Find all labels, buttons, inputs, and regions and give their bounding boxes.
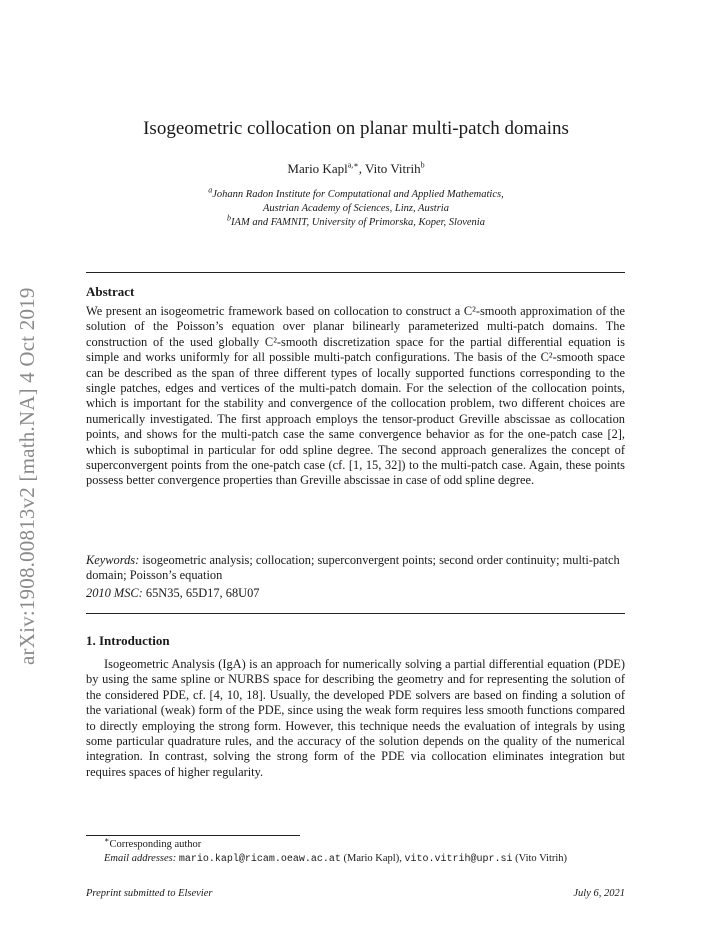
email-link[interactable]: mario.kapl@ricam.oeaw.ac.at	[178, 854, 341, 865]
author-list	[86, 161, 626, 177]
affiliation-text: IAM and FAMNIT, University of Primorska, Koper, Slovenia	[231, 217, 485, 228]
abstract-body: We present an isogeometric framework based on collocation to construct a C²-smooth approximation of the solution of the Poisson’s equation over planar bilinearly parameterized multi-patch domains. The construction of the used globally C²-smooth discretization space for the partial differential equation is simple and works uniformly for all possible multi-patch configurations. The basis of the C²-smooth space can be described as the span of three different types of locally supported functions corresponding to the single patches, edges and vertices of the multi-patch domain. For the selection of the collocation points, which is important for the stability and convergence of the collocation problem, two different choices are numerically investigated. The first approach employs the tensor-product Greville abscissae as collocation points, and shows for the multi-patch case the same convergence behavior as for the one-patch case [2], which is suboptimal in particular for odd spline degree. The second approach generalizes the concept of superconvergent points from the one-patch case (cf. [1, 15, 32]) to the multi-patch case. Again, these points possess better convergence properties than Greville abscissae in case of odd spline degree.	[86, 304, 625, 488]
arxiv-side-stamp: arXiv:1908.00813v2 [math.NA] 4 Oct 2019	[15, 287, 39, 665]
footnote-corresponding	[104, 835, 202, 850]
keywords	[86, 553, 625, 584]
introduction-body: Isogeometric Analysis (IgA) is an approach for numerically solving a partial differential equation (PDE) by using the same spline or NURBS space for describing the geometry and for representing the solution of the considered PDE, cf. [4, 10, 18]. Usually, the developed PDE solvers are based on finding a solution of the variational (weak) form of the PDE, since using the weak form requires less smooth functions compared to directly employing the strong form. However, this technique needs the evaluation of integrals by using some particular quadrature rules, and the accuracy of the solution depends on the quality of the numerical integration. In contrast, solving the strong form of the PDE via collocation eliminates integration but requires spaces of higher regularity.	[86, 657, 625, 779]
email-owner: (Vito Vitrih)	[512, 853, 568, 864]
author-mark: a,∗	[347, 160, 359, 170]
author-name: Mario Kapl	[287, 161, 348, 176]
msc-text: 65N35, 65D17, 68U07	[145, 586, 260, 600]
msc-codes	[86, 586, 625, 601]
footnote-mark: ∗	[104, 835, 110, 845]
abstract-bottom-rule	[86, 613, 625, 614]
affiliation-text: Johann Radon Institute for Computational and Applied Mathematics,	[212, 189, 504, 200]
affiliations	[86, 185, 626, 230]
author-name: Vito Vitrih	[364, 161, 421, 176]
preprint-note: Preprint submitted to Elsevier	[86, 888, 213, 899]
footnote-rule	[86, 835, 300, 836]
author-separator: ,	[358, 161, 365, 176]
affiliation-mark: b	[227, 213, 232, 223]
section-heading-introduction: 1. Introduction	[86, 633, 170, 648]
keywords-label: Keywords:	[86, 553, 140, 567]
affiliation-line	[86, 202, 626, 216]
abstract-top-rule	[86, 272, 625, 273]
email-owner: (Mario Kapl),	[340, 853, 405, 864]
affiliation-line	[86, 185, 626, 202]
keywords-text: isogeometric analysis; collocation; superconvergent points; second order continuity; multi-patch domain; Poisson’s equation	[86, 553, 620, 583]
affiliation-line	[86, 213, 626, 230]
paper-title: Isogeometric collocation on planar multi-patch domains	[143, 118, 569, 139]
affiliation-mark: a	[208, 185, 213, 195]
preprint-date: July 6, 2021	[573, 888, 625, 899]
abstract-heading: Abstract	[86, 284, 135, 299]
footnote-corresponding-text: Corresponding author	[109, 839, 202, 850]
msc-label: 2010 MSC:	[86, 586, 143, 600]
email-label: Email addresses:	[104, 853, 177, 864]
author-mark: b	[420, 160, 425, 170]
footnote-emails	[104, 853, 567, 865]
affiliation-text: Austrian Academy of Sciences, Linz, Austria	[263, 203, 449, 214]
email-link[interactable]: vito.vitrih@upr.si	[404, 854, 513, 865]
